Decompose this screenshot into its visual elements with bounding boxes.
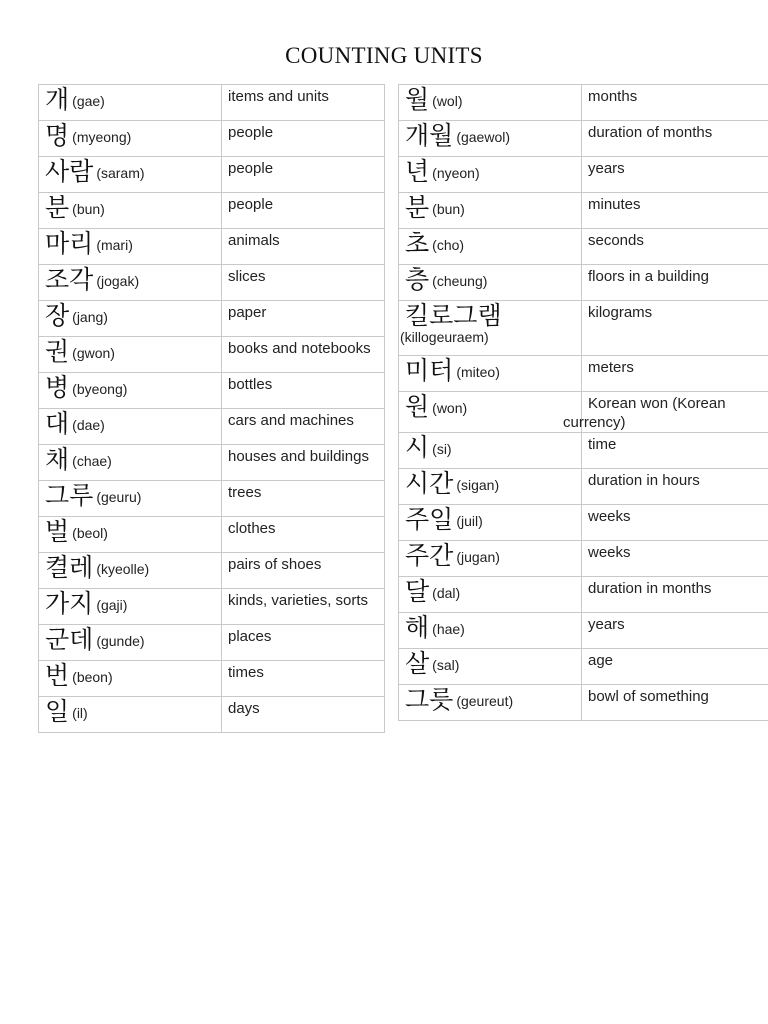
table-row [399,85,768,121]
romanization: (bun) [72,201,105,217]
table-row [39,409,385,445]
counter-word-cell [399,265,582,301]
korean-counter: 권 [45,337,70,366]
romanization: (myeong) [72,129,132,145]
table-row [39,481,385,517]
table-row [399,229,768,265]
romanization: (killogeuraem) [400,329,489,345]
romanization: (saram) [96,165,145,181]
korean-counter: 번 [45,661,70,690]
table-row [39,373,385,409]
table-row [399,577,768,613]
romanization: (cho) [432,237,465,253]
korean-counter: 분 [45,193,70,222]
counter-word-cell [39,589,222,625]
meaning-cell: people [222,121,385,157]
romanization: (juil) [456,513,483,529]
counter-word-cell [39,553,222,589]
romanization: (beol) [72,525,108,541]
meaning-cell: pairs of shoes [222,553,385,589]
meaning-cell: age [582,649,768,685]
romanization: (si) [432,441,452,457]
korean-counter: 킬로그램 [405,301,502,330]
romanization: (miteo) [456,364,500,380]
table-row [399,433,768,469]
meaning-cell: weeks [582,505,768,541]
meaning-cell: books and notebooks [222,337,385,373]
korean-counter: 주일 [405,505,454,534]
korean-counter: 조각 [45,265,94,294]
romanization: (jang) [72,309,108,325]
korean-counter: 채 [45,445,70,474]
counter-word-cell [399,301,582,356]
table-row [39,517,385,553]
meaning-cell: places [222,625,385,661]
romanization: (sigan) [456,477,500,493]
korean-counter: 미터 [405,356,454,385]
page-title: COUNTING UNITS [285,43,483,68]
korean-counter: 시간 [405,469,454,498]
counter-word-cell [39,409,222,445]
counter-word-cell [399,541,582,577]
korean-counter: 마리 [45,229,94,258]
korean-counter: 원 [405,392,430,421]
table-row [399,265,768,301]
meaning-cell: duration of months [582,121,768,157]
counter-word-cell [399,505,582,541]
meaning-cell: slices [222,265,385,301]
counting-units-table-right [398,84,768,721]
counter-word-cell [399,613,582,649]
table-row [39,337,385,373]
table-row [39,301,385,337]
counter-word-cell [399,392,582,433]
korean-counter: 켤레 [45,553,94,582]
romanization: (gaji) [96,597,128,613]
romanization: (sal) [432,657,460,673]
counter-word-cell [39,697,222,733]
table-row [399,613,768,649]
meaning-cell: seconds [582,229,768,265]
counter-word-cell [39,193,222,229]
romanization: (beon) [72,669,113,685]
korean-counter: 그루 [45,481,94,510]
table-row [39,265,385,301]
counter-word-cell [399,356,582,392]
korean-counter: 장 [45,301,70,330]
korean-counter: 초 [405,229,430,258]
meaning-cell: bowl of something [582,685,768,721]
romanization: (gunde) [96,633,145,649]
korean-counter: 명 [45,121,70,150]
romanization: (chae) [72,453,112,469]
table-row [39,589,385,625]
counter-word-cell [399,229,582,265]
counter-word-cell [399,649,582,685]
counter-word-cell [399,577,582,613]
meaning-cell: time [582,433,768,469]
table-row [399,541,768,577]
counter-word-cell [39,337,222,373]
korean-counter: 대 [45,409,70,438]
counter-word-cell [39,85,222,121]
counter-word-cell [39,625,222,661]
table-row [39,697,385,733]
meaning-cell: people [222,193,385,229]
meaning-cell: items and units [222,85,385,121]
romanization: (jugan) [456,549,500,565]
romanization: (dal) [432,585,461,601]
korean-counter: 병 [45,373,70,402]
meaning-cell: duration in hours [582,469,768,505]
counter-word-cell [39,445,222,481]
romanization: (hae) [432,621,465,637]
meaning-cell: trees [222,481,385,517]
table-row [39,157,385,193]
romanization: (cheung) [432,273,488,289]
table-row [399,301,768,356]
romanization: (gae) [72,93,105,109]
table-row [399,505,768,541]
meaning-cell: floors in a building [582,265,768,301]
table-row [39,121,385,157]
table-row [399,193,768,229]
korean-counter: 군데 [45,625,94,654]
korean-counter: 월 [405,85,430,114]
table-row [399,649,768,685]
romanization: (kyeolle) [96,561,150,577]
counter-word-cell [399,193,582,229]
korean-counter: 개 [45,85,70,114]
romanization: (dae) [72,417,105,433]
meaning-cell: months [582,85,768,121]
meaning-cell: bottles [222,373,385,409]
meaning-text: currency) [563,414,626,431]
counter-word-cell [399,433,582,469]
counter-word-cell [39,517,222,553]
counter-word-cell [39,121,222,157]
meaning-cell [563,392,768,433]
counter-word-cell [39,661,222,697]
counting-units-table-left [38,84,385,733]
romanization: (won) [432,400,468,416]
romanization: (geuru) [96,489,142,505]
meaning-cell: clothes [222,517,385,553]
table-row [399,392,768,433]
table-row [39,85,385,121]
meaning-cell: times [222,661,385,697]
korean-counter: 층 [405,265,430,294]
table-row [39,229,385,265]
romanization: (gwon) [72,345,115,361]
counter-word-cell [39,265,222,301]
meaning-cell: kilograms [582,301,768,356]
romanization: (bun) [432,201,465,217]
table-row [39,193,385,229]
meaning-cell: weeks [582,541,768,577]
korean-counter: 년 [405,157,430,186]
table-row [39,553,385,589]
romanization: (geureut) [456,693,514,709]
meaning-cell: people [222,157,385,193]
table-row [399,356,768,392]
korean-counter: 가지 [45,589,94,618]
korean-counter: 해 [405,613,430,642]
korean-counter: 살 [405,649,430,678]
table-row [39,661,385,697]
korean-counter: 사람 [45,157,94,186]
romanization: (wol) [432,93,463,109]
meaning-cell: kinds, varieties, sorts [222,589,385,625]
counter-word-cell [39,481,222,517]
counter-word-cell [39,157,222,193]
romanization: (jogak) [96,273,140,289]
counter-word-cell [399,157,582,193]
counter-word-cell [39,373,222,409]
meaning-cell: days [222,697,385,733]
meaning-cell: years [582,157,768,193]
romanization: (mari) [96,237,133,253]
korean-counter: 달 [405,577,430,606]
counter-word-cell [399,469,582,505]
romanization: (nyeon) [432,165,480,181]
meaning-cell: meters [582,356,768,392]
table-row [39,445,385,481]
counter-word-cell [39,301,222,337]
meaning-cell: paper [222,301,385,337]
table-row [399,685,768,721]
table-row [399,157,768,193]
meaning-cell: cars and machines [222,409,385,445]
korean-counter: 분 [405,193,430,222]
counter-word-cell [399,85,582,121]
korean-counter: 시 [405,433,430,462]
counter-word-cell [399,121,582,157]
table-row [399,469,768,505]
counter-word-cell [399,685,582,721]
meaning-cell: animals [222,229,385,265]
counter-word-cell [39,229,222,265]
meaning-text: Korean won (Korean [588,395,726,412]
romanization: (gaewol) [456,129,511,145]
meaning-cell: minutes [582,193,768,229]
meaning-cell: years [582,613,768,649]
korean-counter: 그릇 [405,685,454,714]
romanization: (byeong) [72,381,128,397]
meaning-cell: duration in months [582,577,768,613]
korean-counter: 벌 [45,517,70,546]
korean-counter: 개월 [405,121,454,150]
korean-counter: 일 [45,697,70,726]
meaning-cell: houses and buildings [222,445,385,481]
romanization: (il) [72,705,88,721]
korean-counter: 주간 [405,541,454,570]
table-row [399,121,768,157]
table-row [39,625,385,661]
